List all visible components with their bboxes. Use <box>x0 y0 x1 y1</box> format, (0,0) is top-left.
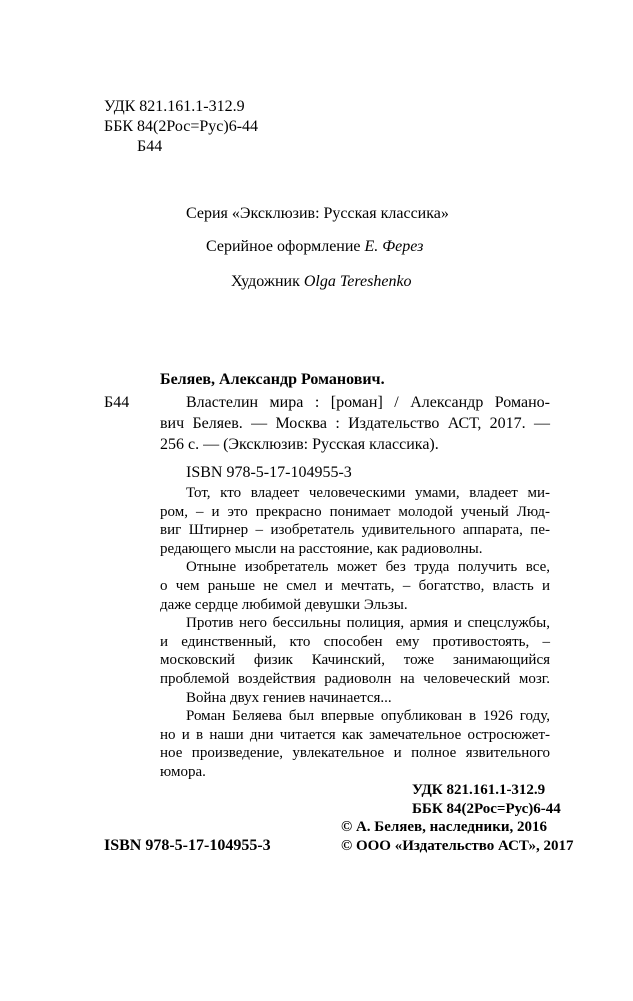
copyright-author: © А. Беляев, наследники, 2016 <box>341 819 547 835</box>
isbn-inline: ISBN 978-5-17-104955-3 <box>186 464 352 481</box>
annotation-line: московский физик Качинский, тоже занимающийся <box>160 652 550 669</box>
bbk-bottom: ББК 84(2Рос=Рус)6-44 <box>412 801 561 817</box>
series-line: Серия «Эксклюзив: Русская классика» <box>186 205 449 222</box>
artist-credit <box>231 272 412 291</box>
author-mark-top: Б44 <box>137 138 163 155</box>
annotation-line: ное произведение, увлекательное и полное язвительного <box>160 745 550 762</box>
annotation-line: юмора. <box>160 763 206 780</box>
bib-line-1: Властелин мира : [роман] / Александр Романо- <box>186 394 550 411</box>
design-label: Серийное оформление <box>206 238 365 255</box>
author-mark: Б44 <box>104 394 130 411</box>
annotation-line: Роман Беляева был впервые опубликован в 1926 году, <box>186 708 550 725</box>
annotation-line: Против него бессильны полиция, армия и спецслужбы, <box>186 615 550 632</box>
author-heading: Беляев, Александр Романович. <box>160 371 385 388</box>
annotation-line: но и в наши дни читается как замечательное остросюжет- <box>160 726 550 743</box>
bib-line-3: 256 с. — (Эксклюзив: Русская классика). <box>160 436 439 453</box>
udk-top: УДК 821.161.1-312.9 <box>104 98 245 115</box>
bbk-top: ББК 84(2Рос=Рус)6-44 <box>104 118 259 135</box>
artist-label: Художник <box>231 273 304 290</box>
annotation <box>160 484 550 782</box>
artist-name: Olga Tereshenko <box>303 273 412 290</box>
annotation-line: редающего мысли на расстояние, как радиоволны. <box>160 540 483 557</box>
annotation-line: проблемой воздействия радиоволн на человеческий мозг. <box>160 670 550 687</box>
bib-line-2: вич Беляев. — Москва : Издательство АСТ, 2017. — <box>160 415 550 432</box>
copyright-publisher: © ООО «Издательство АСТ», 2017 <box>341 838 574 854</box>
udk-bottom: УДК 821.161.1-312.9 <box>412 782 546 798</box>
annotation-line: о чем раньше не смел и мечтать, – богатство, власть и <box>160 577 550 594</box>
design-name: Е. Ферез <box>364 238 424 255</box>
design-credit <box>206 237 423 256</box>
annotation-line: виг Штирнер – изобретатель удивительного аппарата, пе- <box>160 522 550 539</box>
annotation-line: Тот, кто владеет человеческими умами, владеет ми- <box>186 485 550 501</box>
annotation-line: и единственный, кто способен ему противостоять, – <box>160 633 550 650</box>
annotation-line: Отныне изобретатель может без труда получить все, <box>186 559 550 576</box>
annotation-line: ром, – и это прекрасно понимает молодой ученый Люд- <box>160 503 550 520</box>
annotation-line: Война двух гениев начинается... <box>186 689 392 706</box>
annotation-line: даже сердце любимой девушки Эльзы. <box>160 596 408 613</box>
isbn-bottom: ISBN 978-5-17-104955-3 <box>104 837 271 854</box>
